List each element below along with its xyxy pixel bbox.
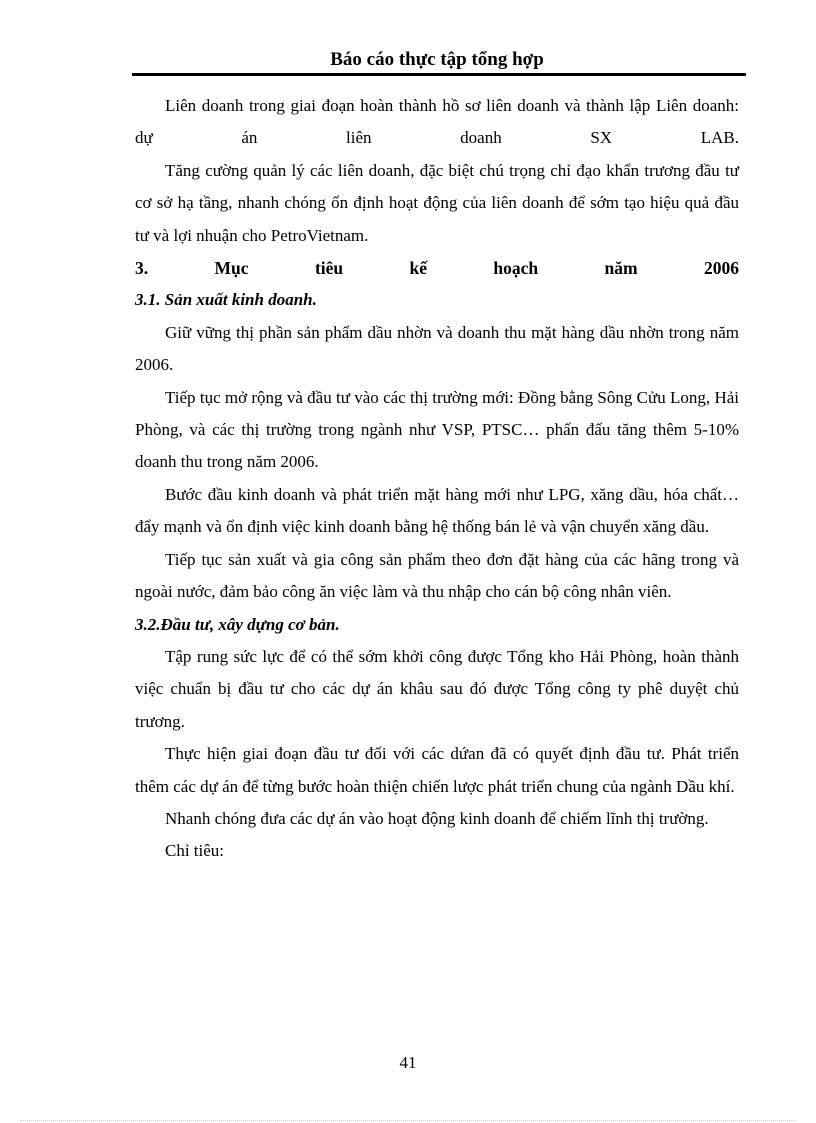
section-heading-word: 3.: [135, 258, 149, 279]
paragraph: Tăng cường quản lý các liên doanh, đặc biệt chú trọng chỉ đạo khẩn trương đầu tư cơ sở hạ tầng, nhanh chóng ổn định hoạt động của liên doanh để sớm tạo hiệu quả đầu tư và lợi nhuận cho PetroVietnam.: [135, 160, 739, 245]
page-title: Báo cáo thực tập tổng hợp: [330, 49, 544, 70]
document-body: [135, 90, 739, 868]
section-heading-word: Mục: [214, 258, 249, 279]
paragraph: Bước đầu kinh doanh và phát triển mặt hàng mới như LPG, xăng dầu, hóa chất… đẩy mạnh và ổn định việc kinh doanh bằng hệ thống bán lẻ và vận chuyển xăng dầu.: [135, 484, 739, 537]
paragraph: Liên doanh trong giai đoạn hoàn thành hồ sơ liên doanh và thành lập Liên doanh: dự án liên doanh SX LAB.: [135, 96, 739, 148]
paragraph: Giữ vững thị phần sản phẩm dầu nhờn và doanh thu mặt hàng dầu nhờn trong năm 2006.: [135, 322, 739, 375]
paragraph: Chỉ tiêu:: [165, 841, 225, 861]
subsection-heading: 3.2.Đầu tư, xây dựng cơ bản.: [135, 614, 340, 634]
header-divider: [132, 73, 746, 76]
paragraph: Nhanh chóng đưa các dự án vào hoạt động kinh doanh để chiếm lĩnh thị trường.: [165, 808, 709, 828]
section-heading-word: hoạch: [493, 258, 539, 279]
paragraph: Tiếp tục mở rộng và đầu tư vào các thị trường mới: Đồng bằng Sông Cửu Long, Hải Phòng, và các thị trường trong ngành như VSP, PTSC… phấn đấu tăng thêm 5-10% doanh thu trong năm 2006.: [135, 387, 739, 472]
section-heading-word: kế: [409, 258, 428, 279]
section-heading-word: tiêu: [314, 258, 344, 279]
paragraph: Tập rung sức lực để có thể sớm khởi công được Tổng kho Hải Phòng, hoàn thành việc chuẩn bị đầu tư cho các dự án khâu sau đó được Tổng công ty phê duyệt chủ trương.: [135, 646, 739, 731]
section-heading-word: 2006: [704, 258, 739, 279]
paragraph: Thực hiện giai đoạn đầu tư đối với các dứan đã có quyết định đầu tư. Phát triển thêm các dự án để từng bước hoàn thiện chiến lược phát triển chung của ngành Dầu khí.: [135, 744, 739, 796]
section-heading-word: năm: [604, 258, 638, 279]
section-heading: [135, 252, 739, 284]
page-bottom-edge: [20, 1120, 796, 1121]
subsection-heading: 3.1. Sản xuất kinh doanh.: [135, 290, 317, 310]
paragraph: Tiếp tục sản xuất và gia công sản phẩm theo đơn đặt hàng của các hãng trong và ngoài nước, đảm bảo công ăn việc làm và thu nhập cho cán bộ công nhân viên.: [135, 549, 739, 602]
page-number: 41: [399, 1053, 417, 1072]
